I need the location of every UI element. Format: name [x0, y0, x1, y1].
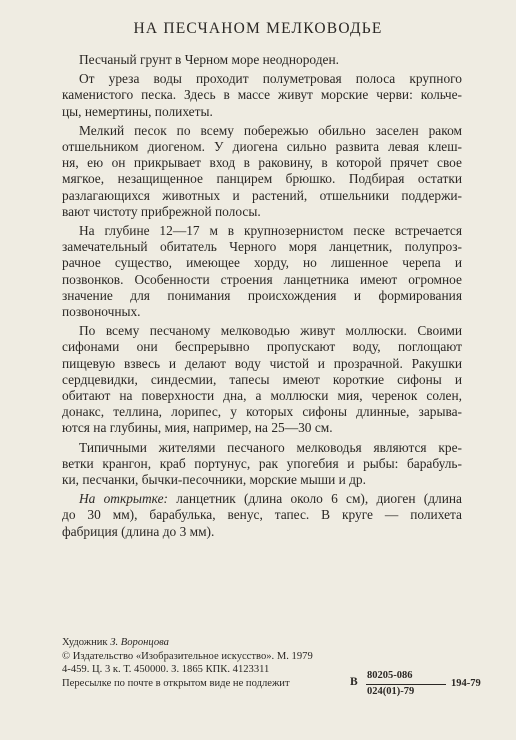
text-line: пищевую взвесь и делают воду чистой и прозрачной. Ракушки [62, 355, 462, 371]
text-line: сердцевидки, синдесмии, тапесы имеют короткие сифоны и [62, 371, 462, 387]
text-line: сифонами они беспрерывно пропускают воду, поглощают [62, 339, 462, 355]
catalog-code [350, 670, 500, 704]
code-rule [366, 684, 446, 685]
text-line: значение для понимания происхождения и формирования [62, 287, 462, 303]
text-line: разлагающихся животных и растений, отшельники поддержи- [62, 187, 462, 203]
text-line: Типичными жителями песчаного мелководья являются кре- [79, 439, 462, 455]
text-line: обитают на поверхности дна, а моллюски мия, черенок солен, [62, 388, 462, 404]
article-body [62, 52, 462, 543]
text-line: цы, немертины, полихеты. [62, 103, 213, 119]
caption-line [62, 491, 462, 507]
postal-note: Пересылке по почте в открытом виде не подлежит [62, 677, 290, 689]
publisher-line: © Издательство «Изобразительное искусство». М. 1979 [62, 650, 313, 662]
page-title: НА ПЕСЧАНОМ МЕЛКОВОДЬЕ [133, 20, 383, 37]
print-info: 4-459. Ц. 3 к. Т. 450000. З. 1865 КПК. 4123311 [62, 664, 270, 676]
paragraph [62, 323, 462, 436]
caption [62, 491, 462, 540]
caption-line: до 30 мм), барабулька, венус, тапес. В круге — полихета [62, 507, 462, 523]
artist-label: Художник [62, 637, 111, 648]
paragraph [62, 52, 462, 68]
caption-text: ланцетник (длина около 6 см), диоген (длина [167, 491, 462, 507]
paragraph [62, 71, 462, 120]
text-line: каменистого песка. Здесь в массе живут морские черви: кольче- [62, 87, 462, 103]
code-letter: В [350, 676, 358, 688]
text-line: рачное существо, имеющее хорду, но лишенное черепа и [62, 255, 462, 271]
text-line: отшельником диогеном. У диогена сильно развита левая клеш- [62, 139, 462, 155]
text-line: От уреза воды проходит полуметровая полоса крупного [79, 71, 462, 87]
text-line: мягкое, незащищенное панцирем брюшко. Подбирая остатки [62, 171, 462, 187]
text-line: ня, ею он прикрывает вход в раковину, в которой прячет свое [62, 155, 462, 171]
text-line: ются на глубины, мия, например, на 25—30 см. [62, 420, 333, 436]
text-line: позвонков. Особенности строения ланцетника имеют огромное [62, 271, 462, 287]
text-line: донакс, теллина, лорипес, у которых сифоны длинные, зарыва- [62, 404, 462, 420]
artist-credit [62, 636, 492, 650]
paragraph [62, 223, 462, 320]
code-top: 80205-086 [367, 670, 413, 681]
code-year: 194-79 [451, 678, 481, 689]
paragraph [62, 440, 462, 489]
text-line: замечательный обитатель Черного моря ланцетник, полупроз- [62, 239, 462, 255]
text-line: ветки крангон, краб портунус, рак упогебия и рыбы: барабуль- [62, 455, 462, 471]
code-bottom: 024(01)-79 [367, 686, 415, 697]
text-line: По всему песчаному мелководью живут моллюски. Своими [79, 323, 462, 339]
artist-name: З. Воронцова [110, 637, 169, 648]
text-line: Мелкий песок по всему побережью обильно заселен раком [79, 122, 462, 138]
text-line: Песчаный грунт в Черном море неоднороден. [79, 52, 340, 67]
caption-label: На открытке: [79, 491, 168, 507]
text-line: На глубине 12—17 м в крупнозернистом песке встречается [79, 223, 462, 239]
text-line: вают чистоту прибрежной полосы. [62, 203, 261, 219]
text-line: ки, песчанки, бычки-песочники, морские мыши и др. [62, 472, 366, 488]
caption-line: фабриция (длина до 3 мм). [62, 523, 215, 539]
paragraph [62, 123, 462, 220]
text-line: позвоночных. [62, 304, 141, 320]
